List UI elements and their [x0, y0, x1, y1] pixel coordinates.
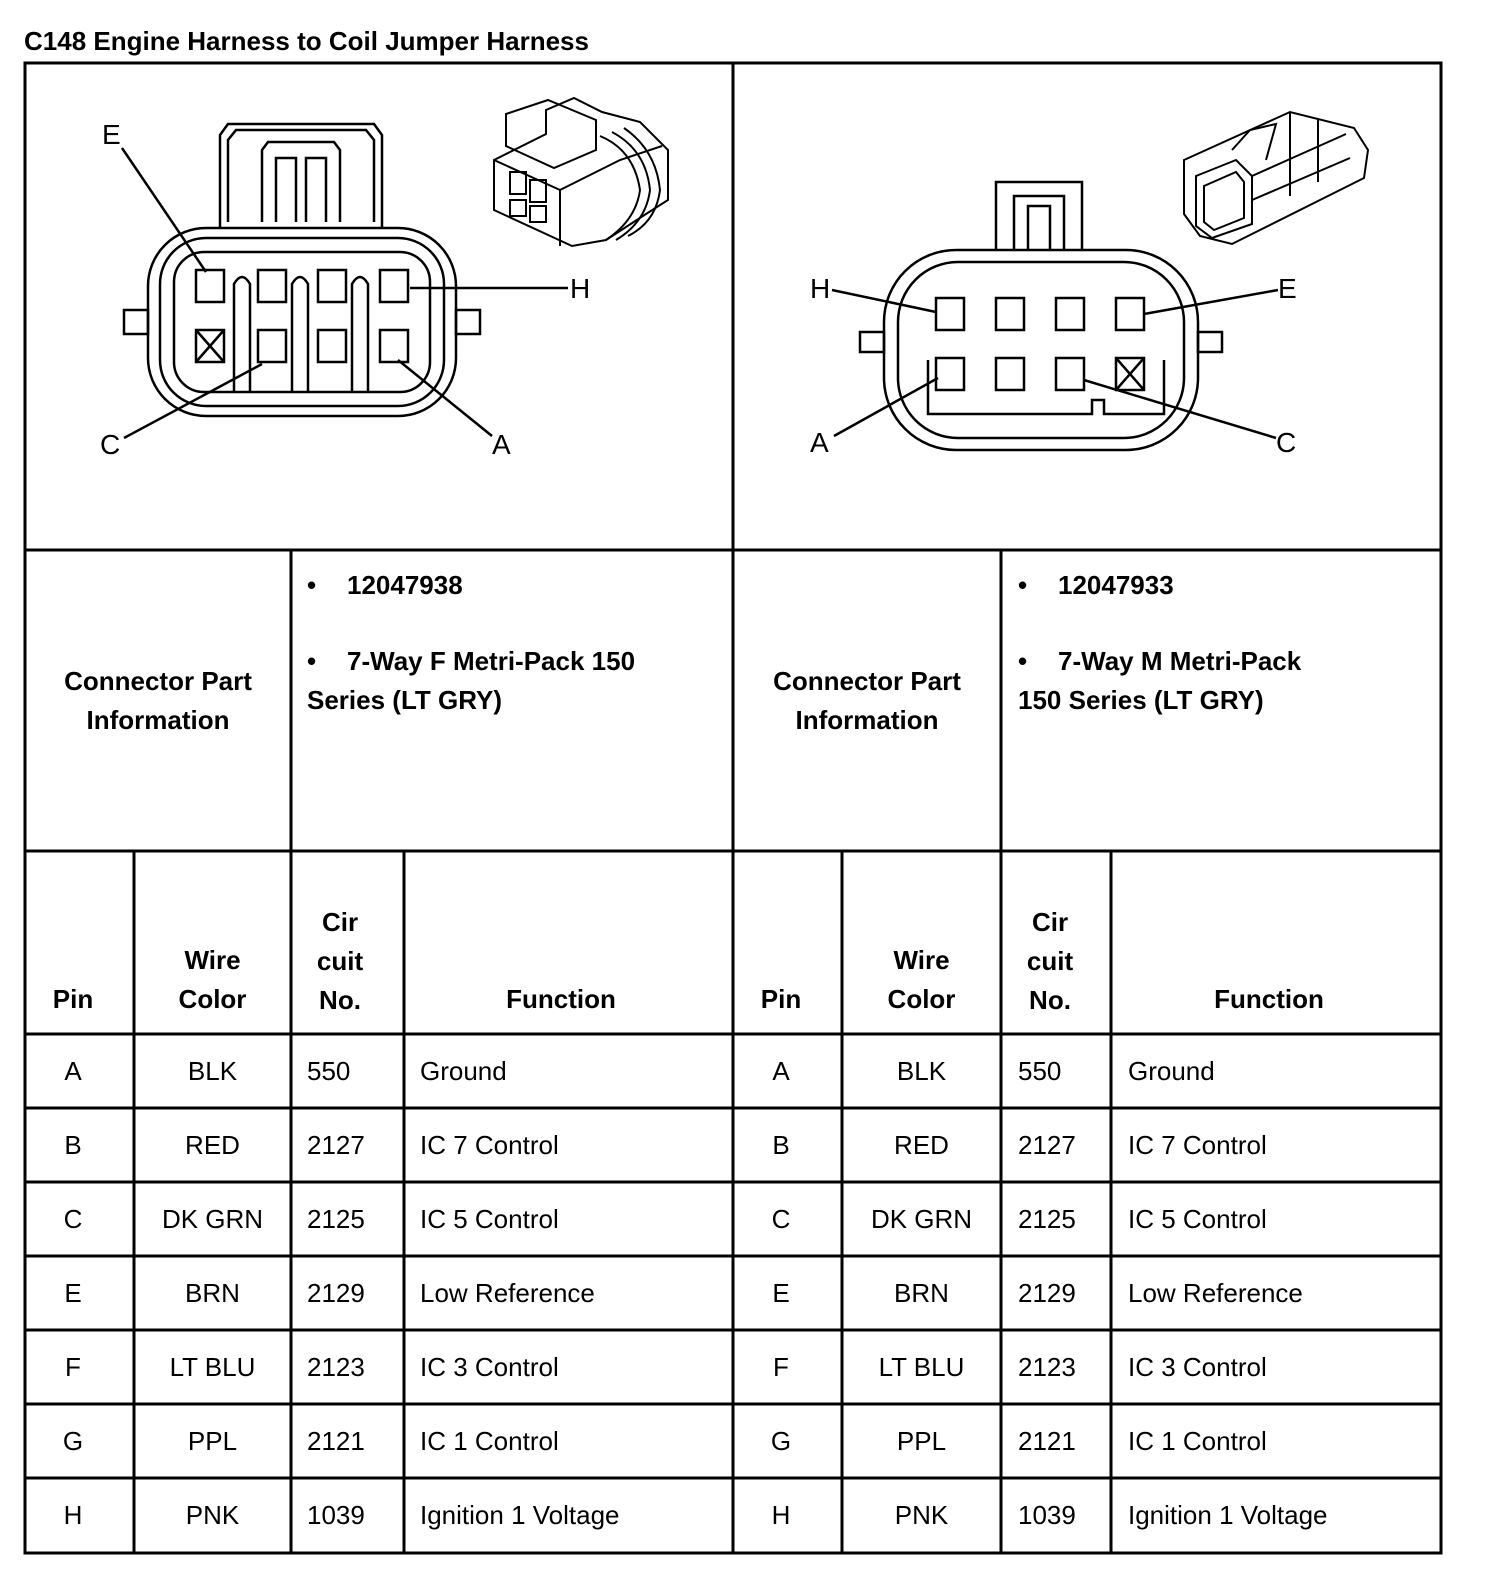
right-row-circuit: 2121: [1018, 1426, 1076, 1456]
right-pin-label-a: A: [810, 427, 829, 458]
right-header-wire-color: [842, 941, 1001, 1019]
left-header-wire-line2: Color: [178, 984, 247, 1014]
right-part-info-label: [733, 550, 1001, 851]
left-pin-label-e: E: [102, 119, 121, 150]
left-header-cir-line3: No.: [319, 985, 361, 1015]
right-row-function: IC 7 Control: [1128, 1130, 1267, 1160]
right-description-line2: 150 Series (LT GRY): [1018, 685, 1264, 715]
right-row-function: Low Reference: [1128, 1278, 1303, 1308]
right-row-function: Ground: [1128, 1056, 1215, 1086]
right-row-wire-color: RED: [894, 1130, 949, 1160]
right-header-cir-line1: Cir: [1031, 907, 1069, 937]
right-row-pin: A: [772, 1056, 790, 1086]
left-row-function: Low Reference: [420, 1278, 595, 1308]
right-connector-face: [832, 182, 1278, 450]
right-row-circuit: 550: [1018, 1056, 1062, 1086]
right-header-function: Function: [1214, 984, 1324, 1014]
left-header-circuit: [291, 903, 389, 1020]
right-row-circuit: 2127: [1018, 1130, 1076, 1160]
right-description-line1: 7-Way M Metri-Pack: [1058, 646, 1302, 676]
left-row-function: IC 5 Control: [420, 1204, 559, 1234]
right-row-function: IC 1 Control: [1128, 1426, 1267, 1456]
right-row-function: IC 5 Control: [1128, 1204, 1267, 1234]
right-row-wire-color: DK GRN: [870, 1204, 973, 1234]
left-pin-label-h: H: [570, 273, 591, 304]
left-part-info-label: [25, 550, 291, 851]
right-header-cir-line2: cuit: [1026, 946, 1074, 976]
right-pin-label-h: H: [810, 273, 831, 304]
left-row-wire-color: RED: [185, 1130, 240, 1160]
left-row-function: IC 1 Control: [420, 1426, 559, 1456]
left-row-pin: A: [64, 1056, 82, 1086]
left-row-wire-color: BLK: [187, 1056, 238, 1086]
left-header-function: Function: [506, 984, 616, 1014]
left-row-function: IC 3 Control: [420, 1352, 559, 1382]
left-row-wire-color: BRN: [185, 1278, 240, 1308]
right-row-wire-color: PPL: [896, 1426, 947, 1456]
left-header-wire-color: [134, 941, 291, 1019]
left-description-line1: 7-Way F Metri-Pack 150: [347, 646, 636, 676]
right-row-circuit: 2123: [1018, 1352, 1076, 1382]
right-row-circuit: 2125: [1018, 1204, 1076, 1234]
right-header-cir-line3: No.: [1029, 985, 1071, 1015]
left-row-circuit: 2129: [307, 1278, 365, 1308]
left-connector-face: [122, 124, 568, 438]
left-header-cir-line1: Cir: [321, 907, 359, 937]
left-row-wire-color: DK GRN: [161, 1204, 264, 1234]
left-row-circuit: 550: [307, 1056, 351, 1086]
left-row-circuit: 2127: [307, 1130, 365, 1160]
left-row-pin: B: [64, 1130, 82, 1160]
left-row-wire-color: LT BLU: [169, 1352, 256, 1382]
left-row-circuit: 2125: [307, 1204, 365, 1234]
left-row-pin: F: [65, 1352, 81, 1382]
left-part-number: 12047938: [347, 570, 463, 600]
right-row-wire-color: PNK: [894, 1500, 949, 1530]
right-row-pin: G: [770, 1426, 792, 1456]
left-row-wire-color: PPL: [187, 1426, 238, 1456]
right-pin-label-e: E: [1278, 273, 1297, 304]
left-row-function: Ignition 1 Voltage: [420, 1500, 620, 1530]
left-row-circuit: 2123: [307, 1352, 365, 1382]
right-header-wire-line1: Wire: [893, 945, 950, 975]
left-part-info-label-line1: Connector Part: [64, 665, 252, 696]
left-row-circuit: 2121: [307, 1426, 365, 1456]
right-row-pin: E: [772, 1278, 790, 1308]
left-part-info-label-line2: Information: [86, 704, 230, 735]
left-row-pin: C: [63, 1204, 83, 1234]
left-pin-label-c: C: [100, 429, 121, 460]
left-connector-iso-icon: [494, 98, 668, 246]
right-pin-label-c: C: [1276, 427, 1297, 458]
right-row-pin: F: [773, 1352, 789, 1382]
right-part-info-label-line2: Information: [795, 704, 939, 735]
right-row-wire-color: BRN: [894, 1278, 949, 1308]
left-row-pin: E: [64, 1278, 82, 1308]
right-row-pin: H: [771, 1500, 791, 1530]
left-row-circuit: 1039: [307, 1500, 365, 1530]
right-header-pin: Pin: [760, 984, 802, 1014]
right-row-wire-color: LT BLU: [878, 1352, 965, 1382]
left-header-wire-line1: Wire: [184, 945, 241, 975]
left-header-pin: Pin: [52, 984, 94, 1014]
left-row-pin: G: [62, 1426, 84, 1456]
left-part-info-list: • 12047938 • 7-Way F Metri-Pack 150 Series (LT GRY): [307, 570, 636, 715]
right-part-number: 12047933: [1058, 570, 1174, 600]
left-pin-label-a: A: [492, 429, 511, 460]
right-part-info-label-line1: Connector Part: [773, 665, 961, 696]
left-description-line2: Series (LT GRY): [307, 685, 503, 715]
right-part-info-list: • 12047933 • 7-Way M Metri-Pack 150 Series (LT GRY): [1018, 570, 1302, 715]
right-connector-iso-icon: [1184, 112, 1368, 244]
right-header-wire-line2: Color: [887, 984, 956, 1014]
left-row-function: IC 7 Control: [420, 1130, 559, 1160]
right-row-function: IC 3 Control: [1128, 1352, 1267, 1382]
right-row-circuit: 2129: [1018, 1278, 1076, 1308]
right-row-function: Ignition 1 Voltage: [1128, 1500, 1328, 1530]
right-row-circuit: 1039: [1018, 1500, 1076, 1530]
left-header-cir-line2: cuit: [316, 946, 364, 976]
right-row-pin: C: [771, 1204, 791, 1234]
right-header-circuit: [1001, 903, 1099, 1020]
right-row-pin: B: [772, 1130, 790, 1160]
page-title: C148 Engine Harness to Coil Jumper Harness: [24, 26, 589, 56]
left-row-wire-color: PNK: [185, 1500, 240, 1530]
left-row-function: Ground: [420, 1056, 507, 1086]
left-row-pin: H: [63, 1500, 83, 1530]
right-row-wire-color: BLK: [896, 1056, 947, 1086]
